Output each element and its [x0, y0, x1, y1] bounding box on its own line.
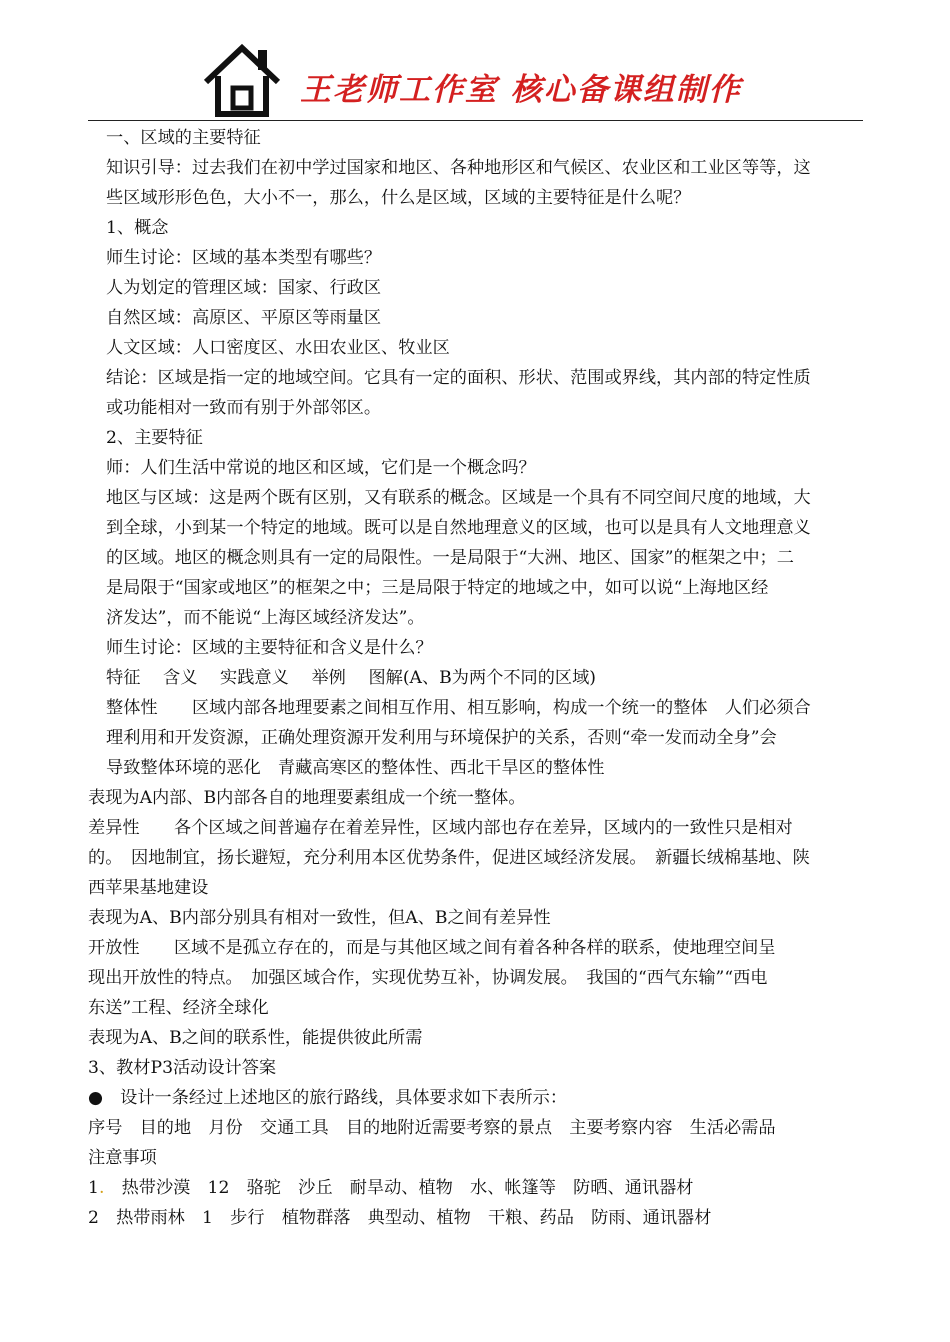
- paragraph-line: 是局限于“国家或地区”的框架之中；三是局限于特定的地域之中，如可以说“上海地区经: [106, 578, 769, 598]
- paragraph-line: 差异性 各个区域之间普遍存在着差异性，区域内部也存在差异，区域内的一致性只是相对: [88, 818, 793, 838]
- paragraph-line: 人为划定的管理区域：国家、行政区: [106, 278, 382, 298]
- table-header-line: 注意事项: [88, 1148, 157, 1168]
- page-header: [88, 40, 863, 121]
- row-number: 1: [88, 1178, 99, 1198]
- table-row: [88, 1173, 693, 1203]
- table-row: 2 热带雨林 1 步行 植物群落 典型动、植物 干粮、药品 防雨、通讯器材: [88, 1208, 712, 1228]
- paragraph-line: 济发达”，而不能说“上海区域经济发达”。: [106, 608, 425, 628]
- paragraph-line: 师生讨论：区域的主要特征和含义是什么？: [106, 638, 433, 658]
- paragraph-line: 地区与区域：这是两个既有区别，又有联系的概念。区域是一个具有不同空间尺度的地域，大: [106, 488, 811, 508]
- paragraph-line: 表现为A、B之间的联系性，能提供彼此所需: [88, 1028, 423, 1048]
- paragraph-line: 整体性 区域内部各地理要素之间相互作用、相互影响，构成一个统一的整体 人们必须合: [106, 698, 811, 718]
- paragraph-line: 导致整体环境的恶化 青藏高寒区的整体性、西北干旱区的整体性: [106, 758, 605, 778]
- paragraph-line: 表现为A、B内部分别具有相对一致性，但A、B之间有差异性: [88, 908, 551, 928]
- subsection-heading: 1、概念: [106, 218, 169, 238]
- paragraph-line: 或功能相对一致而有别于外部邻区。: [106, 398, 382, 418]
- paragraph-line: 表现为A内部、B内部各自的地理要素组成一个统一整体。: [88, 788, 526, 808]
- paragraph-line: 的。 因地制宜，扬长避短，充分利用本区优势条件，促进区域经济发展。 新疆长绒棉基地、陕: [88, 848, 810, 868]
- row-content: 热带沙漠 12 骆驼 沙丘 耐旱动、植物 水、帐篷等 防晒、通讯器材: [104, 1178, 694, 1198]
- section-heading: 一、区域的主要特征: [106, 128, 261, 148]
- paragraph-line: 师：人们生活中常说的地区和区域，它们是一个概念吗？: [106, 458, 536, 478]
- house-icon: [202, 42, 282, 118]
- table-header-line: 序号 目的地 月份 交通工具 目的地附近需要考察的景点 主要考察内容 生活必需品: [88, 1118, 776, 1138]
- paragraph-line: 西苹果基地建设: [88, 878, 209, 898]
- subsection-heading: 2、主要特征: [106, 428, 203, 448]
- subsection-heading: 3、教材P3活动设计答案: [88, 1058, 277, 1078]
- paragraph-line: 自然区域：高原区、平原区等雨量区: [106, 308, 382, 328]
- paragraph-line: 知识引导：过去我们在初中学过国家和地区、各种地形区和气候区、农业区和工业区等等，这: [106, 158, 811, 178]
- paragraph-line: 的区域。地区的概念则具有一定的局限性。一是局限于“大洲、地区、国家”的框架之中；二: [106, 548, 794, 568]
- paragraph-line: 现出开放性的特点。 加强区域合作，实现优势互补，协调发展。 我国的“西气东输”“西电: [88, 968, 768, 988]
- bullet-line: ● 设计一条经过上述地区的旅行路线，具体要求如下表所示：: [88, 1088, 568, 1108]
- paragraph-line: 些区域形形色色，大小不一，那么，什么是区域，区域的主要特征是什么呢？: [106, 188, 691, 208]
- paragraph-line: 人文区域：人口密度区、水田农业区、牧业区: [106, 338, 450, 358]
- paragraph-line: 师生讨论：区域的基本类型有哪些？: [106, 248, 382, 268]
- table-header-line: 特征 含义 实践意义 举例 图解(A、B为两个不同的区域): [106, 668, 596, 688]
- paragraph-line: 到全球，小到某一个特定的地域。既可以是自然地理意义的区域，也可以是具有人文地理意义: [106, 518, 811, 538]
- paragraph-line: 理利用和开发资源，正确处理资源开发利用与环境保护的关系，否则“牵一发而动全身”会: [106, 728, 777, 748]
- header-title: 王老师工作室 核心备课组制作: [300, 72, 742, 108]
- paragraph-line: 东送”工程、经济全球化: [88, 998, 269, 1018]
- paragraph-line: 开放性 区域不是孤立存在的，而是与其他区域之间有着各种各样的联系，使地理空间呈: [88, 938, 776, 958]
- row-number-mark: .: [98, 1178, 105, 1198]
- paragraph-line: 结论：区域是指一定的地域空间。它具有一定的面积、形状、范围或界线，其内部的特定性质: [106, 368, 811, 388]
